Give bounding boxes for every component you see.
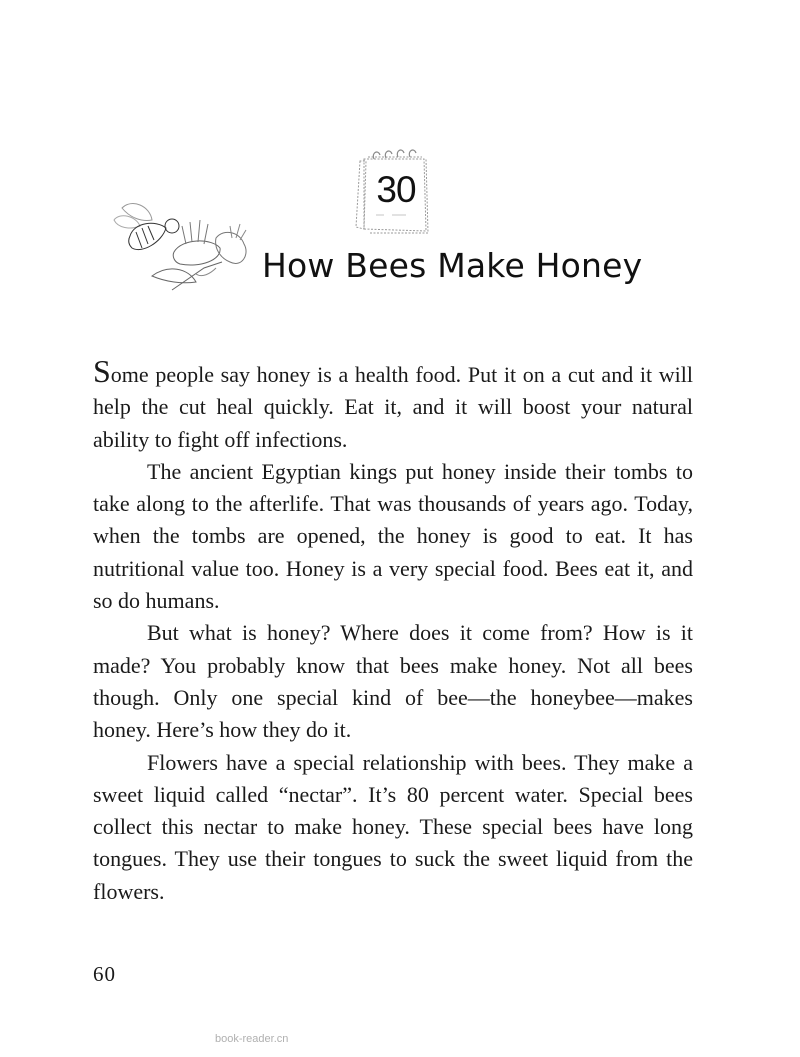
drop-initial: S bbox=[93, 353, 111, 389]
chapter-number-badge bbox=[350, 143, 432, 237]
chapter-title: How Bees Make Honey bbox=[262, 246, 643, 285]
page-number: 60 bbox=[93, 962, 116, 986]
body-text bbox=[93, 355, 693, 908]
paragraph: But what is honey? Where does it come from? How is it made? You probably know that bees make honey. Not all bees though. Only one special kind of bee—the honeybee—makes honey. Here’s how they do it. bbox=[93, 620, 693, 743]
paragraph: The ancient Egyptian kings put honey inside their tombs to take along to the afterlife. That was thousands of years ago. Today, when the tombs are opened, the honey is good to eat. It has nutritional value too. Honey is a very special food. Bees eat it, and so do humans. bbox=[93, 458, 693, 614]
bee-and-flower-illustration bbox=[112, 198, 262, 298]
watermark: book-reader.cn bbox=[215, 1033, 289, 1045]
paragraph: Flowers have a special relationship with bees. They make a sweet liquid called “nectar”. It’s 80 percent water. Special bees collect this nectar to make honey. These special bees have long tongues. They use their tongues to suck the sweet liquid from the flowers. bbox=[93, 749, 693, 904]
paragraph: Some people say honey is a health food. Put it on a cut and it will help the cut heal quickly. Eat it, and it will boost your natural ability to fight off infections. bbox=[93, 353, 693, 452]
chapter-number: 30 bbox=[376, 169, 416, 210]
